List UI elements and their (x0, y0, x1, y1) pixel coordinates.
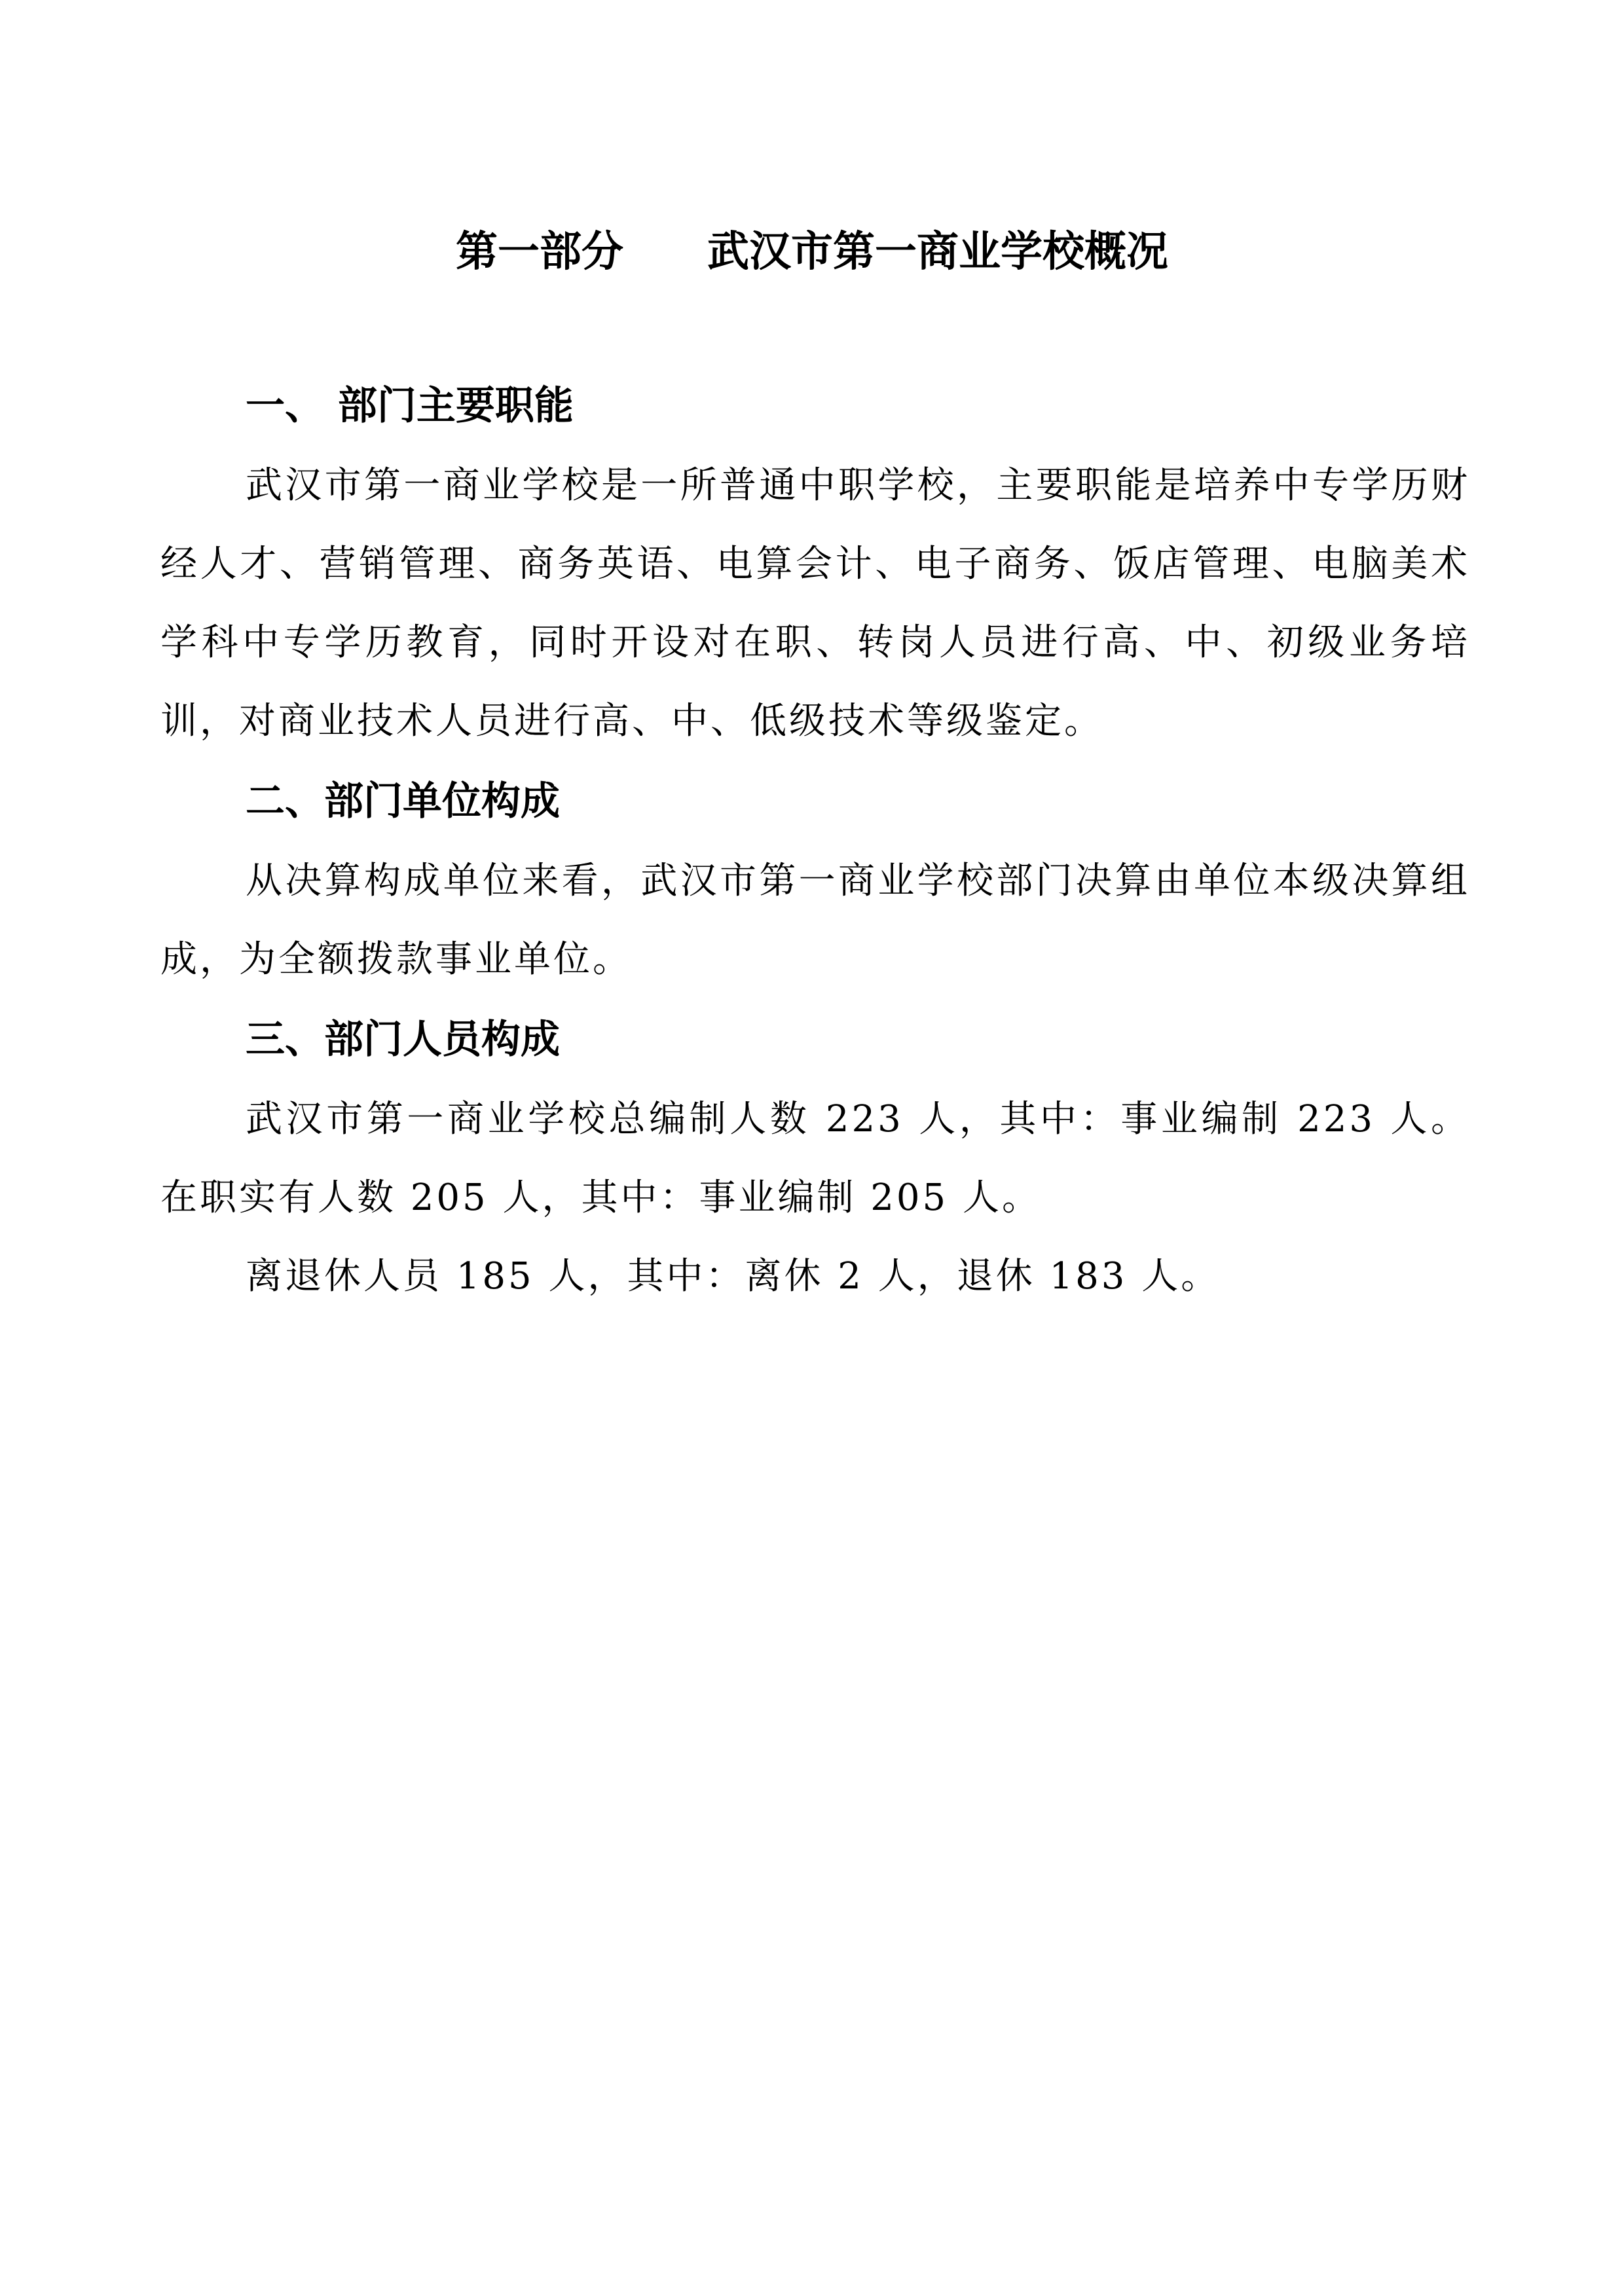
document-body (160, 365, 1470, 1316)
page-title: 第一部分 武汉市第一商业学校概况 (456, 228, 1168, 276)
body-paragraph: 武汉市第一商业学校总编制人数 223 人，其中：事业编制 223 人。在职实有人数 205 人，其中：事业编制 205 人。 (160, 1098, 1470, 1219)
section-heading: 二、部门单位构成 (246, 778, 560, 824)
section-heading: 一、 部门主要职能 (246, 383, 574, 429)
section-heading: 三、部门人员构成 (246, 1017, 560, 1063)
body-paragraph: 武汉市第一商业学校是一所普通中职学校，主要职能是培养中专学历财经人才、营销管理、商务英语、电算会计、电子商务、饭店管理、电脑美术学科中专学历教育，同时开设对在职、转岗人员进行高、中、初级业务培训，对商业技术人员进行高、中、低级技术等级鉴定。 (160, 464, 1470, 742)
body-paragraph: 离退休人员 185 人，其中：离休 2 人，退休 183 人。 (246, 1255, 1221, 1298)
section-unit-composition (160, 761, 1470, 999)
section-staff-composition (160, 999, 1470, 1316)
section-main-functions (160, 365, 1470, 761)
body-paragraph: 从决算构成单位来看，武汉市第一商业学校部门决算由单位本级决算组成，为全额拨款事业单位。 (160, 860, 1470, 981)
